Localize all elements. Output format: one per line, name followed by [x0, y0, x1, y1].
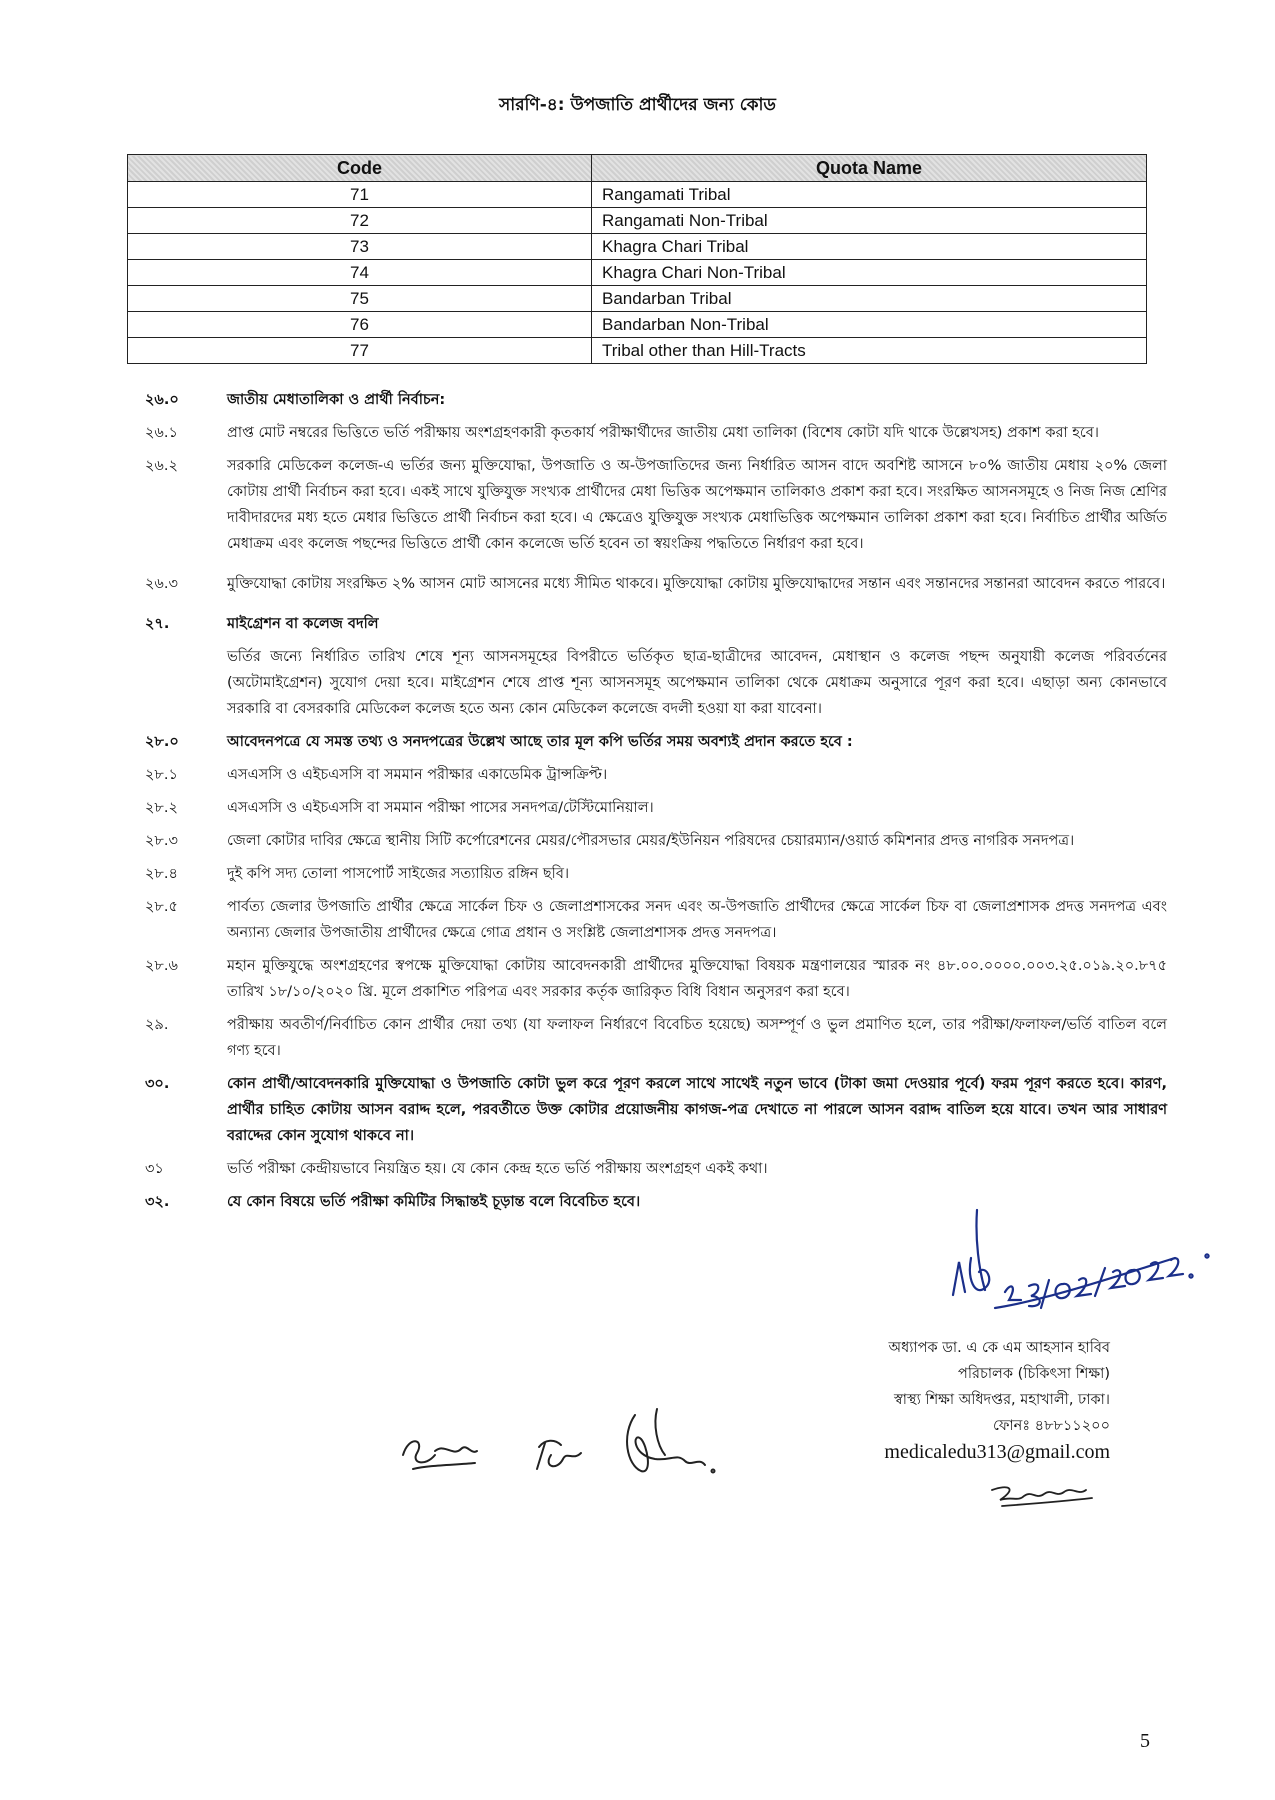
signatory-designation: পরিচালক (চিকিৎসা শিক্ষা) [958, 1366, 1110, 1382]
list-item [127, 387, 1167, 413]
item-text: এসএসসি ও এইচএসসি বা সমমান পরীক্ষা পাসের সনদপত্র/টেস্টিমোনিয়াল। [227, 800, 654, 816]
list-item [127, 571, 1167, 597]
item-text: ভর্তির জন্যে নির্ধারিত তারিখ শেষে শূন্য আসনসমূহের বিপরীতে ভর্তিকৃত ছাত্র-ছাত্রীদের আবেদন, মেধাস্থান ও কলেজ পছন্দ অনুযায়ী কলেজ পরিবর্তনের (অটোমাইগ্রেশন) সুযোগ দেয়া হবে। মাইগ্রেশন শেষে প্রাপ্ত শূন্য আসনসমূহ অপেক্ষমান তালিকা থেকে মেধাক্রম অনুসারে পূরণ করা হবে। এছাড়া অন্য কোনভাবে সরকারি বা বেসরকারি মেডিকেল কলেজ হতে অন্য কোন মেডিকেল কলেজে বদলী হওয়া যা করা যাবেনা। [227, 649, 1167, 717]
list-item [127, 453, 1167, 557]
committee-signatures-icon [395, 1395, 765, 1495]
signatory-email: medicaledu313@gmail.com [884, 1441, 1110, 1463]
initial-signature-icon [988, 1478, 1098, 1514]
list-item [127, 1012, 1167, 1064]
item-text: মহান মুক্তিযুদ্ধে অংশগ্রহণের স্বপক্ষে মুক্তিযোদ্ধা কোটায় আবেদনকারী প্রার্থীদের মুক্তিযোদ্ধা বিষয়ক মন্ত্রণালয়ের স্মারক নং ৪৮.০০.০০০০.০০৩.২৫.০১৯.২০.৮৭৫ তারিখ ১৮/১০/২০২০ খ্রি. মূলে প্রকাশিত পরিপত্র এবং সরকার কর্তৃক জারিকৃত বিধি বিধান অনুসরণ করা হবে। [227, 958, 1167, 1000]
list-item [127, 1156, 1167, 1182]
signatory-block [830, 1335, 1110, 1465]
list-item [127, 828, 1167, 854]
signatory-name: অধ্যাপক ডা. এ কে এম আহসান হাবিব [888, 1340, 1110, 1356]
column-header-code: Code [128, 155, 592, 182]
cell-code: 73 [128, 234, 592, 260]
cell-code: 77 [128, 338, 592, 364]
item-text: জাতীয় মেধাতালিকা ও প্রার্থী নির্বাচন: [227, 392, 446, 408]
item-number: ৩২. [145, 1194, 170, 1210]
quota-code-table [127, 154, 1147, 364]
cell-code: 75 [128, 286, 592, 312]
item-text: দুই কপি সদ্য তোলা পাসপোর্ট সাইজের সত্যায়িত রঙ্গিন ছবি। [227, 866, 570, 882]
list-item [127, 644, 1167, 722]
signatory-phone: ফোনঃ ৪৮৮১১২০০ [992, 1418, 1110, 1434]
item-number: ২৮.৫ [145, 899, 178, 915]
item-text: জেলা কোটার দাবির ক্ষেত্রে স্থানীয় সিটি কর্পোরেশনের মেয়র/পৌরসভার মেয়র/ইউনিয়ন পরিষদের চেয়ারম্যান/ওয়ার্ড কমিশনার প্রদত্ত নাগরিক সনদপত্র। [227, 833, 1075, 849]
item-text: আবেদনপত্রে যে সমস্ত তথ্য ও সনদপত্রের উল্লেখ আছে তার মূল কপি ভর্তির সময় অবশ্যই প্রদান করতে হবে : [227, 734, 853, 750]
item-number [127, 644, 227, 722]
cell-quota-name: Bandarban Tribal [592, 286, 1147, 312]
item-number: ২৮.৩ [145, 833, 178, 849]
list-item [127, 861, 1167, 887]
item-number: ২৮.২ [145, 800, 178, 816]
item-number: ২৮.১ [145, 767, 178, 783]
cell-quota-name: Khagra Chari Tribal [592, 234, 1147, 260]
item-number: ৩০. [145, 1076, 170, 1092]
cell-code: 76 [128, 312, 592, 338]
item-text: প্রাপ্ত মোট নম্বরের ভিত্তিতে ভর্তি পরীক্ষায় অংশগ্রহণকারী কৃতকার্য পরীক্ষার্থীদের জাতীয় মেধা তালিকা (বিশেষ কোটা যদি থাকে উল্লেখসহ) প্রকাশ করা হবে। [227, 425, 1099, 441]
list-item [127, 894, 1167, 946]
item-text: পরীক্ষায় অবতীর্ণ/নির্বাচিত কোন প্রার্থীর দেয়া তথ্য (যা ফলাফল নির্ধারণে বিবেচিত হয়েছে) অসম্পূর্ণ ও ভুল প্রমাণিত হলে, তার পরীক্ষা/ফলাফল/ভর্তি বাতিল বলে গণ্য হবে। [227, 1017, 1167, 1059]
item-number: ২৬.২ [145, 458, 178, 474]
cell-quota-name: Rangamati Tribal [592, 182, 1147, 208]
cell-quota-name: Bandarban Non-Tribal [592, 312, 1147, 338]
list-item [127, 420, 1167, 446]
item-number: ৩১ [145, 1161, 164, 1177]
item-text: মাইগ্রেশন বা কলেজ বদলি [227, 616, 379, 632]
cell-code: 72 [128, 208, 592, 234]
item-text: মুক্তিযোদ্ধা কোটায় সংরক্ষিত ২% আসন মোট আসনের মধ্যে সীমিত থাকবে। মুক্তিযোদ্ধা কোটায় মুক্তিযোদ্ধাদের সন্তান এবং সন্তানদের সন্তানরা আবেদন করতে পারবে। [227, 576, 1166, 592]
table-row [128, 312, 1147, 338]
table-title: সারণি-৪: উপজাতি প্রার্থীদের জন্য কোড [499, 95, 776, 115]
item-text: যে কোন বিষয়ে ভর্তি পরীক্ষা কমিটির সিদ্ধান্তই চূড়ান্ত বলে বিবেচিত হবে। [227, 1194, 641, 1210]
cell-quota-name: Khagra Chari Non-Tribal [592, 260, 1147, 286]
table-row [128, 182, 1147, 208]
item-number: ২৬.৩ [145, 576, 178, 592]
item-number: ২৬.০ [145, 392, 179, 408]
table-row [128, 208, 1147, 234]
item-number: ২৭. [145, 616, 170, 632]
table-row [128, 338, 1147, 364]
item-text: কোন প্রার্থী/আবেদনকারি মুক্তিযোদ্ধা ও উপজাতি কোটা ভুল করে পূরণ করলে সাথে সাথেই নতুন ভাবে (টাকা জমা দেওয়ার পূর্বে) ফরম পূরণ করতে হবে। কারণ, প্রার্থীর চাহিত কোটায় আসন বরাদ্দ হলে, পরবর্তীতে উক্ত কোটার প্রয়োজনীয় কাগজ-পত্র দেখাতে না পারলে আসন বরাদ্দ বাতিল হয়ে যাবে। তখন আর সাধারণ বরাদ্দের কোন সুযোগ থাকবে না। [227, 1076, 1167, 1144]
column-header-quota-name: Quota Name [592, 155, 1147, 182]
item-number: ২৮.৪ [145, 866, 178, 882]
cell-code: 71 [128, 182, 592, 208]
item-number: ২৯. [145, 1017, 169, 1033]
item-text: পার্বত্য জেলার উপজাতি প্রার্থীর ক্ষেত্রে সার্কেল চিফ ও জেলাপ্রশাসকের সনদ এবং অ-উপজাতি প্রার্থীদের ক্ষেত্রে সার্কেল চিফ বা জেলাপ্রশাসক প্রদত্ত সনদপত্র এবং অন্যান্য জেলার উপজাতীয় প্রার্থীদের ক্ষেত্রে গোত্র প্রধান ও সংশ্লিষ্ট জেলাপ্রশাসক প্রদত্ত সনদপত্র। [227, 899, 1167, 941]
page-number: 5 [1140, 1730, 1150, 1752]
list-item [127, 762, 1167, 788]
handwritten-date-signature-icon [945, 1200, 1245, 1320]
signatory-office: স্বাস্থ্য শিক্ষা অধিদপ্তর, মহাখালী, ঢাকা। [893, 1392, 1110, 1408]
item-text: ভর্তি পরীক্ষা কেন্দ্রীয়ভাবে নিয়ন্ত্রিত হয়। যে কোন কেন্দ্র হতে ভর্তি পরীক্ষায় অংশগ্রহণ একই কথা। [227, 1161, 768, 1177]
list-item [127, 953, 1167, 1005]
item-text: এসএসসি ও এইচএসসি বা সমমান পরীক্ষার একাডেমিক ট্রান্সক্রিপ্ট। [227, 767, 608, 783]
table-row [128, 234, 1147, 260]
list-item [127, 611, 1167, 637]
item-text: সরকারি মেডিকেল কলেজ-এ ভর্তির জন্য মুক্তিযোদ্ধা, উপজাতি ও অ-উপজাতিদের জন্য নির্ধারিত আসন বাদে অবশিষ্ট আসনে ৮০% জাতীয় মেধায় ২০% জেলা কোটায় প্রার্থী নির্বাচন করা হবে। একই সাথে যুক্তিযুক্ত সংখ্যক প্রার্থীদের মেধা ভিত্তিক অপেক্ষমান তালিকাও প্রকাশ করা হবে। সংরক্ষিত আসনসমূহে ও নিজ নিজ শ্রেণির দাবীদারদের মধ্য হতে মেধার ভিত্তিতে প্রার্থী নির্বাচন করা হবে। এ ক্ষেত্রেও যুক্তিযুক্ত সংখ্যক মেধাভিত্তিক অপেক্ষমান তালিকা প্রকাশ করা হবে। নির্বাচিত প্রার্থীর অর্জিত মেধাক্রম এবং কলেজ পছন্দের ভিত্তিতে প্রার্থী কোন কলেজে ভর্তি হবেন তা স্বয়ংক্রিয় পদ্ধতিতে নির্ধারণ করা হবে। [227, 458, 1167, 552]
table-row [128, 260, 1147, 286]
list-item [127, 1071, 1167, 1149]
item-number: ২৮.০ [145, 734, 179, 750]
rules-list [127, 387, 1167, 1222]
table-row [128, 286, 1147, 312]
cell-quota-name: Rangamati Non-Tribal [592, 208, 1147, 234]
cell-quota-name: Tribal other than Hill-Tracts [592, 338, 1147, 364]
item-number: ২৮.৬ [145, 958, 178, 974]
list-item [127, 795, 1167, 821]
cell-code: 74 [128, 260, 592, 286]
table-header-row [128, 155, 1147, 182]
item-number: ২৬.১ [145, 425, 178, 441]
list-item [127, 729, 1167, 755]
